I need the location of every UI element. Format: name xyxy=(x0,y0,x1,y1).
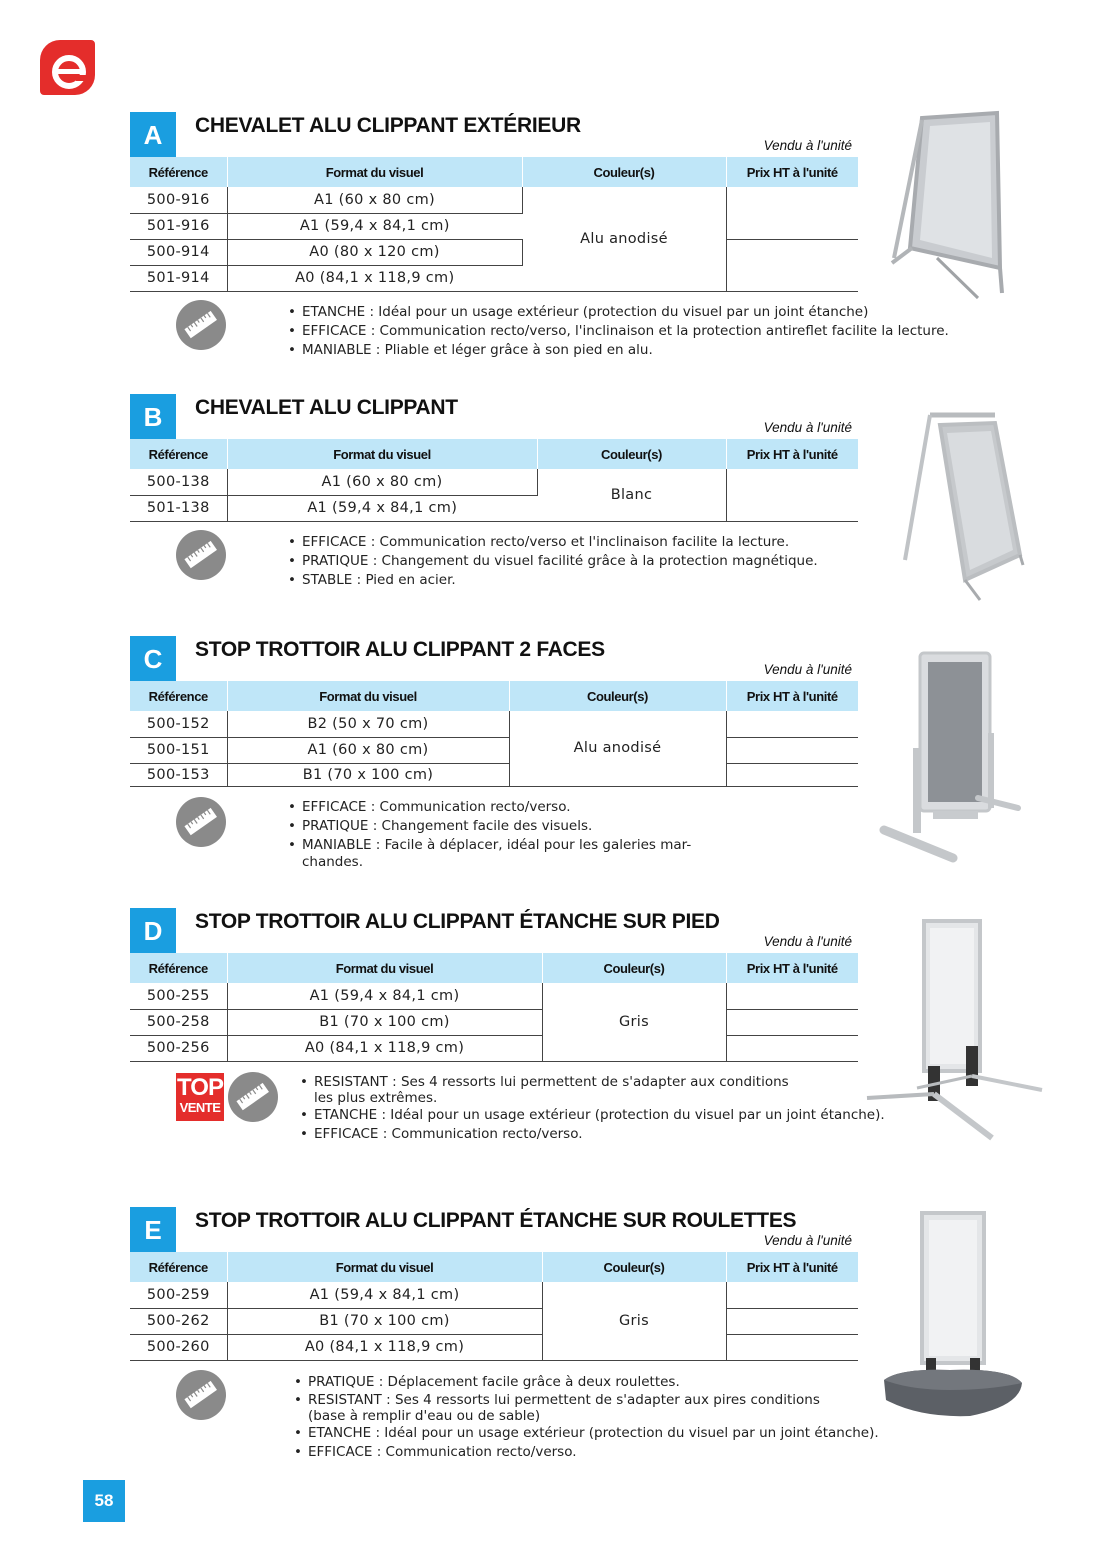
feature-item: • STABLE : Pied en acier. xyxy=(288,571,818,590)
ref-cell: 500-153 xyxy=(130,763,227,786)
ref-cell: 500-255 xyxy=(130,983,227,1009)
table-row xyxy=(130,1035,858,1061)
vendu-label: Vendu à l'unité xyxy=(763,934,852,949)
ref-cell: 501-138 xyxy=(130,495,227,521)
header-format: Format du visuel xyxy=(227,1252,542,1282)
ref-cell: 500-138 xyxy=(130,469,227,495)
ref-cell: 501-916 xyxy=(130,213,227,239)
ref-cell: 500-152 xyxy=(130,711,227,737)
format-cell: A1 (59,4 x 84,1 cm) xyxy=(227,213,522,239)
feature-item: • ETANCHE : Idéal pour un usage extérieur (protection du visuel par un joint étanche) xyxy=(288,303,949,322)
vendu-label: Vendu à l'unité xyxy=(763,1233,852,1248)
page-number: 58 xyxy=(83,1480,125,1522)
couleur-cell: Alu anodisé xyxy=(509,711,726,786)
prix-cell xyxy=(726,1282,858,1308)
section-title: STOP TROTTOIR ALU CLIPPANT 2 FACES xyxy=(195,638,605,661)
prix-cell xyxy=(726,711,858,737)
feature-list xyxy=(288,303,949,360)
top-vente-line1: TOP xyxy=(177,1074,223,1101)
feature-item: • MANIABLE : Pliable et léger grâce à son pied en alu. xyxy=(288,341,949,360)
couleur-cell: Alu anodisé xyxy=(522,187,726,291)
format-cell: A1 (59,4 x 84,1 cm) xyxy=(227,1282,542,1308)
top-vente-line2: VENTE xyxy=(179,1100,221,1115)
format-cell: B2 (50 x 70 cm) xyxy=(227,711,509,737)
product-image-c xyxy=(878,648,1028,870)
ref-cell: 500-256 xyxy=(130,1035,227,1061)
ref-cell: 501-914 xyxy=(130,265,227,291)
format-cell: B1 (70 x 100 cm) xyxy=(227,1308,542,1334)
feature-item-continuation: chandes. xyxy=(302,854,364,870)
header-prix: Prix HT à l'unité xyxy=(726,681,858,711)
top-vente-badge xyxy=(176,1073,224,1121)
format-cell: A1 (60 x 80 cm) xyxy=(227,737,509,763)
format-cell: A0 (80 x 120 cm) xyxy=(227,239,522,265)
prix-cell xyxy=(726,469,858,521)
header-prix: Prix HT à l'unité xyxy=(726,157,858,187)
header-reference: Référence xyxy=(130,681,227,711)
feature-item: • RESISTANT : Ses 4 ressorts lui permettent de s'adapter aux pires conditions xyxy=(294,1392,879,1408)
product-image-b xyxy=(895,405,1025,605)
couleur-cell: Blanc xyxy=(537,469,726,521)
feature-item: • EFFICACE : Communication recto/verso et l'inclinaison facilite la lecture. xyxy=(288,533,818,552)
format-cell: A1 (60 x 80 cm) xyxy=(227,469,537,495)
section-title: STOP TROTTOIR ALU CLIPPANT ÉTANCHE SUR PIED xyxy=(195,910,720,933)
table-row xyxy=(130,187,858,213)
header-reference: Référence xyxy=(130,1252,227,1282)
table-row xyxy=(130,1308,858,1334)
table-row xyxy=(130,737,858,763)
feature-list xyxy=(288,533,818,590)
vendu-label: Vendu à l'unité xyxy=(763,138,852,153)
brand-logo xyxy=(40,40,95,95)
prix-cell xyxy=(726,1035,858,1061)
feature-item: • EFFICACE : Communication recto/verso. xyxy=(288,798,691,817)
table-row xyxy=(130,711,858,737)
product-image-a xyxy=(882,108,1032,303)
table-row xyxy=(130,983,858,1009)
product-image-e xyxy=(880,1208,1028,1423)
header-couleur: Couleur(s) xyxy=(542,953,726,983)
ref-cell: 500-914 xyxy=(130,239,227,265)
ref-cell: 500-259 xyxy=(130,1282,227,1308)
format-cell: A0 (84,1 x 118,9 cm) xyxy=(227,1334,542,1360)
table-row xyxy=(130,469,858,495)
feature-item: • ETANCHE : Idéal pour un usage extérieur (protection du visuel par un joint étanche). xyxy=(300,1106,885,1125)
section-letter: C xyxy=(130,636,176,682)
feature-item: • EFFICACE : Communication recto/verso, l'inclinaison et la protection antireflet facilite la lecture. xyxy=(288,322,949,341)
measure-icon xyxy=(176,1370,226,1420)
prix-cell xyxy=(726,1334,858,1360)
format-cell: A0 (84,1 x 118,9 cm) xyxy=(227,1035,542,1061)
header-format: Format du visuel xyxy=(227,681,509,711)
format-cell: A1 (59,4 x 84,1 cm) xyxy=(227,495,537,521)
prix-cell xyxy=(726,187,858,239)
header-reference: Référence xyxy=(130,953,227,983)
measure-icon xyxy=(176,530,226,580)
prix-cell xyxy=(726,1308,858,1334)
feature-item: • RESISTANT : Ses 4 ressorts lui permettent de s'adapter aux conditions xyxy=(300,1074,885,1090)
ref-cell: 500-151 xyxy=(130,737,227,763)
table-row xyxy=(130,1334,858,1360)
header-couleur: Couleur(s) xyxy=(537,439,726,469)
vendu-label: Vendu à l'unité xyxy=(763,420,852,435)
prix-cell xyxy=(726,983,858,1009)
format-cell: A1 (59,4 x 84,1 cm) xyxy=(227,983,542,1009)
header-couleur: Couleur(s) xyxy=(542,1252,726,1282)
section-letter: D xyxy=(130,908,176,954)
measure-icon xyxy=(228,1072,278,1122)
feature-list xyxy=(288,798,691,870)
section-title: CHEVALET ALU CLIPPANT xyxy=(195,396,458,419)
feature-item: • ETANCHE : Idéal pour un usage extérieur (protection du visuel par un joint étanche). xyxy=(294,1424,879,1443)
feature-list xyxy=(294,1373,879,1462)
feature-item: • PRATIQUE : Changement du visuel facilité grâce à la protection magnétique. xyxy=(288,552,818,571)
header-couleur: Couleur(s) xyxy=(509,681,726,711)
prix-cell xyxy=(726,737,858,763)
format-cell: A1 (60 x 80 cm) xyxy=(227,187,522,213)
table-row xyxy=(130,239,858,265)
product-table xyxy=(130,157,858,292)
table-row xyxy=(130,763,858,786)
feature-item: • EFFICACE : Communication recto/verso. xyxy=(294,1443,879,1462)
measure-icon xyxy=(176,300,226,350)
prix-cell xyxy=(726,1009,858,1035)
ref-cell: 500-262 xyxy=(130,1308,227,1334)
header-format: Format du visuel xyxy=(227,439,537,469)
measure-icon xyxy=(176,797,226,847)
header-format: Format du visuel xyxy=(227,953,542,983)
section-letter: E xyxy=(130,1207,176,1253)
section-letter: A xyxy=(130,112,176,158)
header-format: Format du visuel xyxy=(227,157,522,187)
vendu-label: Vendu à l'unité xyxy=(763,662,852,677)
product-table xyxy=(130,953,858,1062)
feature-item: • PRATIQUE : Changement facile des visuels. xyxy=(288,817,691,836)
format-cell: B1 (70 x 100 cm) xyxy=(227,763,509,786)
header-reference: Référence xyxy=(130,439,227,469)
header-reference: Référence xyxy=(130,157,227,187)
section-title: STOP TROTTOIR ALU CLIPPANT ÉTANCHE SUR ROULETTES xyxy=(195,1209,797,1232)
feature-item-continuation: (base à remplir d'eau ou de sable) xyxy=(308,1408,541,1424)
feature-item: • EFFICACE : Communication recto/verso. xyxy=(300,1125,885,1144)
section-letter: B xyxy=(130,394,176,440)
format-cell: B1 (70 x 100 cm) xyxy=(227,1009,542,1035)
table-row xyxy=(130,1282,858,1308)
couleur-cell: Gris xyxy=(542,983,726,1061)
header-couleur: Couleur(s) xyxy=(522,157,726,187)
prix-cell xyxy=(726,239,858,291)
section-title: CHEVALET ALU CLIPPANT EXTÉRIEUR xyxy=(195,114,581,137)
table-row xyxy=(130,1009,858,1035)
ref-cell: 500-260 xyxy=(130,1334,227,1360)
header-prix: Prix HT à l'unité xyxy=(726,953,858,983)
product-table xyxy=(130,681,858,787)
ref-cell: 500-258 xyxy=(130,1009,227,1035)
feature-item: • MANIABLE : Facile à déplacer, idéal pour les galeries mar- xyxy=(288,836,691,855)
header-prix: Prix HT à l'unité xyxy=(726,439,858,469)
feature-item-continuation: les plus extrêmes. xyxy=(314,1090,438,1106)
feature-list xyxy=(300,1074,885,1144)
header-prix: Prix HT à l'unité xyxy=(726,1252,858,1282)
product-table xyxy=(130,439,858,522)
product-image-d xyxy=(862,916,1052,1148)
format-cell: A0 (84,1 x 118,9 cm) xyxy=(227,265,522,291)
couleur-cell: Gris xyxy=(542,1282,726,1360)
product-table xyxy=(130,1252,858,1361)
prix-cell xyxy=(726,763,858,786)
ref-cell: 500-916 xyxy=(130,187,227,213)
feature-item: • PRATIQUE : Déplacement facile grâce à deux roulettes. xyxy=(294,1373,879,1392)
